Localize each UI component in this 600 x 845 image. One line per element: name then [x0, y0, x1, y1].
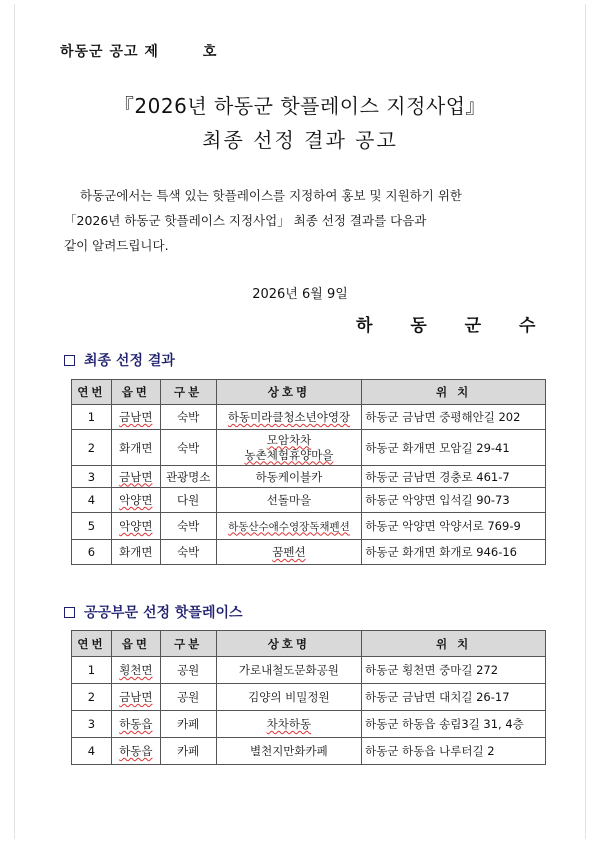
row-location: 하동군 악양면 입석길 90-73 — [362, 488, 546, 513]
notice-suffix: 호 — [202, 44, 218, 60]
notice-date: 2026년 6월 9일 — [252, 287, 348, 302]
row-town: 화개면 — [111, 540, 160, 565]
table-row — [72, 711, 546, 738]
col-name: 상호명 — [216, 380, 362, 405]
section2-title: 공공부문 선정 핫플레이스 — [84, 605, 243, 621]
notice-prefix: 하동군 공고 제 — [60, 44, 159, 60]
row-type: 공원 — [160, 684, 216, 711]
signer: 하 동 군 수 — [356, 316, 552, 336]
row-town: 하동읍 — [119, 744, 153, 758]
row-name: 별천지만화카페 — [216, 738, 362, 765]
row-no: 3 — [72, 711, 112, 738]
row-name: 하동미라클청소년야영장 — [227, 410, 351, 424]
row-name: 하동산수애수영장독채펜션 — [228, 520, 350, 533]
col-no: 연번 — [72, 380, 112, 405]
col-name: 상호명 — [216, 631, 362, 657]
row-town: 악양면 — [119, 493, 153, 507]
row-name-line2: 농촌체험휴양마을 — [244, 447, 334, 462]
row-type: 숙박 — [160, 513, 216, 540]
table-row — [72, 684, 546, 711]
table-header-row — [72, 380, 546, 405]
table-row — [72, 540, 546, 565]
section2-heading — [64, 602, 243, 622]
row-type: 관광명소 — [160, 466, 216, 488]
col-town: 읍면 — [111, 631, 160, 657]
section1-heading — [64, 350, 175, 370]
col-no: 연번 — [72, 631, 112, 657]
row-no: 6 — [72, 540, 112, 565]
row-town: 금남면 — [119, 690, 153, 704]
row-no: 2 — [72, 684, 112, 711]
table-row — [72, 405, 546, 430]
row-location: 하동군 화개면 화개로 946-16 — [362, 540, 546, 565]
row-name: 김양의 비밀정원 — [216, 684, 362, 711]
col-location: 위 치 — [362, 631, 546, 657]
row-no: 5 — [72, 513, 112, 540]
row-name: 하동케이블카 — [216, 466, 362, 488]
checkbox-square-icon — [64, 607, 75, 618]
intro-line-3: 같이 알려드립니다. — [64, 238, 169, 253]
row-no: 1 — [72, 405, 112, 430]
intro-paragraph — [64, 183, 542, 258]
row-town: 금남면 — [119, 410, 153, 424]
row-location: 하동군 금남면 대치길 26-17 — [362, 684, 546, 711]
intro-line-1: 하동군에서는 특색 있는 핫플레이스를 지정하여 홍보 및 지원하기 위한 — [80, 188, 462, 203]
row-no: 1 — [72, 657, 112, 684]
row-town: 화개면 — [111, 430, 160, 466]
row-type: 숙박 — [160, 405, 216, 430]
row-type: 숙박 — [160, 540, 216, 565]
public-selection-table — [71, 630, 546, 765]
table-header-row — [72, 631, 546, 657]
row-town: 횡천면 — [119, 663, 153, 677]
notice-number — [60, 41, 217, 61]
row-no: 2 — [72, 430, 112, 466]
row-location: 하동군 횡천면 중마길 272 — [362, 657, 546, 684]
row-type: 카페 — [160, 738, 216, 765]
row-type: 카페 — [160, 711, 216, 738]
table-row — [72, 466, 546, 488]
row-type: 다원 — [160, 488, 216, 513]
row-name-cell — [216, 430, 362, 466]
table-row — [72, 513, 546, 540]
table-row — [72, 430, 546, 466]
row-name: 가로내철도문화공원 — [216, 657, 362, 684]
row-type: 숙박 — [160, 430, 216, 466]
row-type: 공원 — [160, 657, 216, 684]
row-town: 악양면 — [119, 519, 153, 533]
row-no: 3 — [72, 466, 112, 488]
row-location: 하동군 화개면 모암길 29-41 — [362, 430, 546, 466]
col-location: 위 치 — [362, 380, 546, 405]
table-row — [72, 488, 546, 513]
col-town: 읍면 — [111, 380, 160, 405]
row-name: 모암차차 — [266, 432, 312, 447]
row-town: 금남면 — [119, 469, 153, 484]
row-location: 하동군 금남면 중평해안길 202 — [362, 405, 546, 430]
document-subtitle: 최종 선정 결과 공고 — [202, 128, 398, 152]
table-row — [72, 738, 546, 765]
document-title: 『2026년 하동군 핫플레이스 지정사업』 — [113, 94, 487, 118]
row-town: 하동읍 — [119, 717, 153, 731]
row-location: 하동군 악양면 악양서로 769-9 — [362, 513, 546, 540]
row-no: 4 — [72, 738, 112, 765]
table-row — [72, 657, 546, 684]
intro-line-2: 「2026년 하동군 핫플레이스 지정사업」 최종 선정 결과를 다음과 — [64, 213, 427, 228]
row-no: 4 — [72, 488, 112, 513]
section1-title: 최종 선정 결과 — [84, 353, 175, 369]
col-type: 구분 — [160, 380, 216, 405]
row-location: 하동군 하동읍 나루터길 2 — [362, 738, 546, 765]
row-location: 하동군 금남면 경충로 461-7 — [362, 466, 546, 488]
final-selection-table — [71, 379, 546, 565]
checkbox-square-icon — [64, 355, 75, 366]
row-location: 하동군 하동읍 송림3길 31, 4층 — [362, 711, 546, 738]
col-type: 구분 — [160, 631, 216, 657]
row-name: 꿈펜션 — [272, 545, 306, 559]
row-name: 차차하동 — [266, 717, 312, 731]
row-name: 선돌마을 — [216, 488, 362, 513]
